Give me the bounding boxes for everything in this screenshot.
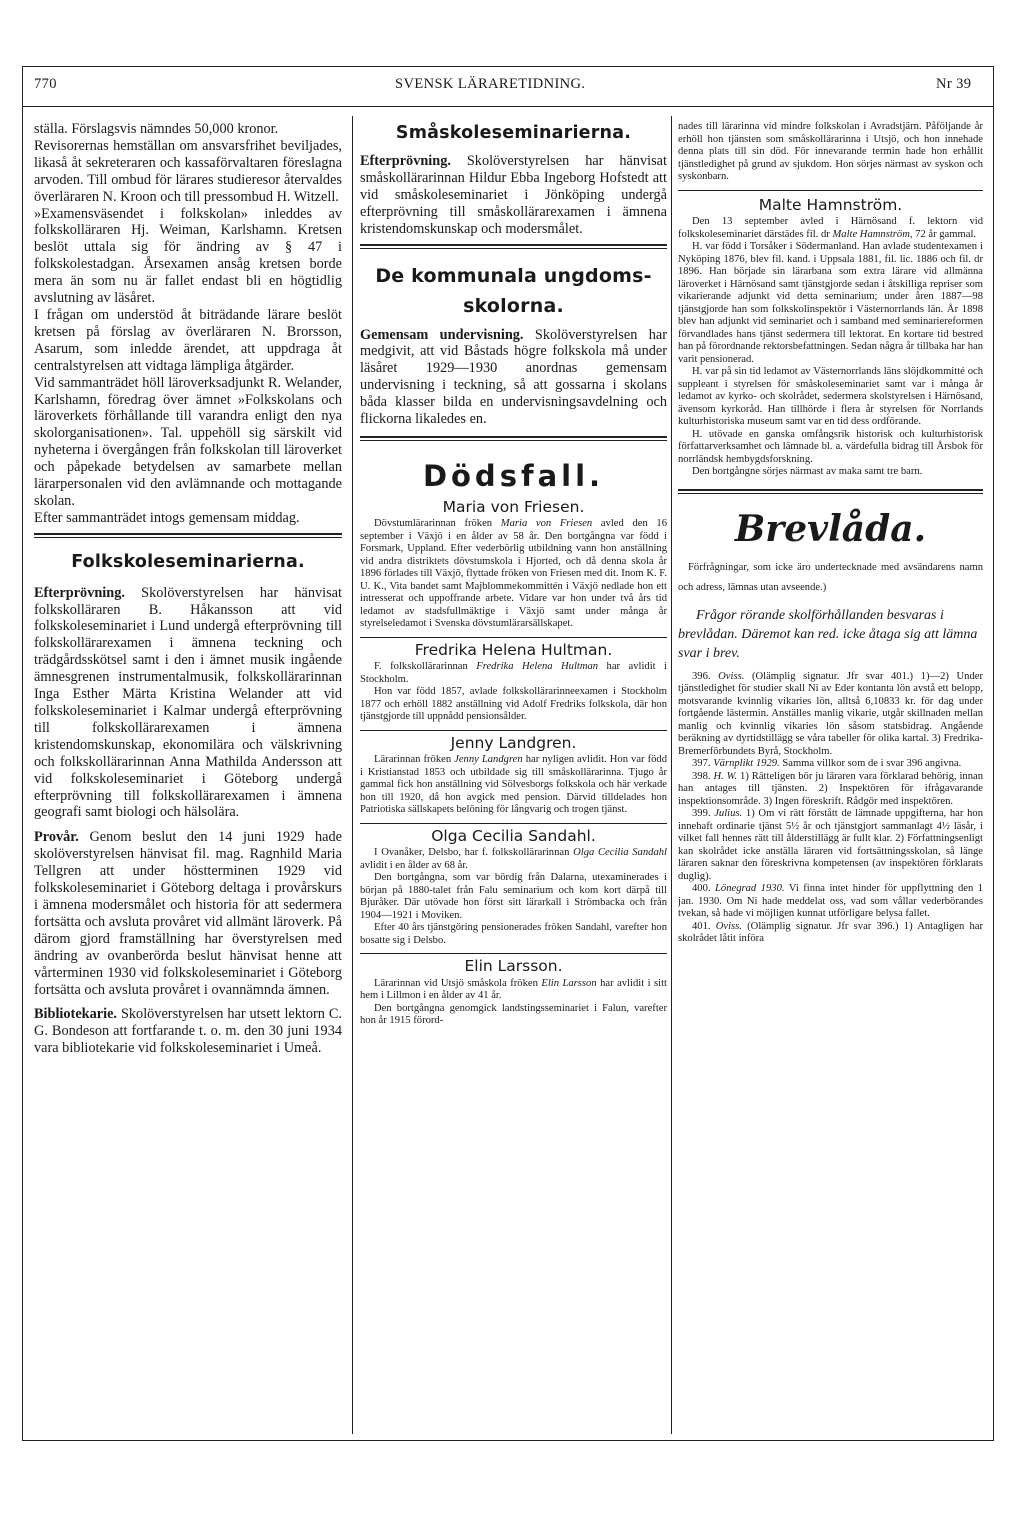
- section-title-dodsfall: Dödsfall.: [422, 458, 605, 493]
- a400-text: Vi finna intet hinder för uppflyttning den 1 jan. 1930. Om Ni hade meddelat oss, vad som vållar vederbörandes tvekan, så hade vi möjligen kunnat utförligare belysa fallet.: [678, 883, 983, 919]
- a397-num: 397.: [692, 758, 714, 769]
- col1-paragraph-2: Revisorernas hemställan om ansvarsfrihet beviljades, likaså åt sekreteraren och kassaförvaltaren föreslagna arvoden. Till ombud för lärares studieresor återvaldes överläraren N. Kroon och till pressombud H. Witzell.: [34, 137, 342, 205]
- provar-paragraph: [34, 829, 342, 998]
- a401-num: 401.: [692, 920, 716, 932]
- obituary-text-maria-von-friesen: [360, 518, 667, 631]
- obituary-name-elin-larsson: Elin Larsson.: [464, 957, 563, 976]
- obituary-name-fredrika-hultman: Fredrika Helena Hultman.: [414, 640, 613, 659]
- section-divider-3: [360, 436, 667, 441]
- obituary-text-fredrika-hultman-2: Hon var född 1857, avlade folkskollärarinneexamen i Stockholm 1877 och erhöll 1882 anställning vid Adolf Fredriks folkskola, där hon tjänstgjorde till uppnådd pensionsålder.: [360, 686, 667, 723]
- issue-number: Nr 39: [936, 76, 972, 92]
- col1-paragraph-6: Efter sammanträdet intogs gemensam middag.: [34, 509, 300, 526]
- o4-text-b: avlidit i en ålder av 68 år.: [360, 859, 468, 871]
- o1-text-a: Dövstumlärarinnan fröken: [374, 518, 501, 530]
- o2-text-a: F. folkskollärarinnan: [374, 661, 477, 673]
- top-border: [22, 66, 994, 67]
- section-title-ungdomsskolorna-2: skolorna.: [463, 294, 564, 317]
- o5-name-italic: Elin Larsson: [541, 977, 597, 989]
- a401-text: (Olämplig signatur. Jfr svar 396.) 1) Antagligen har skolrådet låtit införa: [678, 920, 983, 944]
- left-border: [22, 66, 23, 1440]
- o1-name-italic: Maria von Friesen: [500, 518, 593, 530]
- section-title-folkskoleseminarierna: Folkskoleseminarierna.: [71, 551, 305, 572]
- a396-num: 396.: [692, 670, 719, 682]
- brevlada-notice: Förfrågningar, som icke äro undertecknade med avsändarens namn och adress, lämnas utan avseende.): [678, 561, 983, 593]
- o4-text-a: I Ovanåker, Delsbo, har f. folkskollärarinnan: [374, 847, 574, 859]
- col1-paragraph-3: »Examensväsendet i folkskolan» inleddes av folkskolläraren Hj. Weiman, Karlshamn. Kretsen beslöt uttala sig för ändring av § 47 i folkskolestadgan. Årsexamen ansåg kretsen borde mera än som nu är fallet endast bli en högtidlig avslutning av läsåret.: [34, 205, 342, 307]
- obituary-name-olga-sandahl: Olga Cecilia Sandahl.: [431, 826, 596, 845]
- column-3: [678, 121, 983, 946]
- o4-name-italic: Olga Cecilia Sandahl: [573, 847, 667, 859]
- obituary-text-fredrika-hultman: [360, 661, 667, 686]
- header-rule: [22, 106, 994, 107]
- o2-name-italic: Fredrika Helena Hultman: [476, 661, 599, 673]
- a396-sig: Oviss.: [718, 670, 745, 682]
- answer-398: [678, 771, 983, 809]
- obituary-name-jenny-landgren: Jenny Landgren.: [450, 733, 577, 752]
- gemensam-text: Skolöverstyrelsen har medgivit, att vid Båstads högre folkskola må under läsåret 1929—1930 anordnas gemensam undervisning i teckning, så att gossarna i skolans båda klasser bilda en undervisningsavdelning och flickorna likaledes en.: [360, 326, 667, 428]
- section-divider: [34, 533, 342, 538]
- page-number: 770: [34, 76, 57, 92]
- efterprovning-lead: Efterprövning.: [34, 584, 125, 601]
- obit-divider-2: [360, 730, 667, 731]
- brevlada-query-note: Frågor rörande skolförhållanden besvaras i brevlådan. Däremot kan red. icke åtaga sig att lämna svar i brev.: [678, 607, 978, 661]
- a400-num: 400.: [692, 883, 716, 894]
- column-1: [34, 121, 342, 1057]
- o3-text-b: har nyligen avlidit. Hon var född i Kristianstad 1853 och utbildade sig till småskollärarinna. Tjugo år gammal fick hon anställning vid Sölvesborgs folkskola och här verkade hon till 1920, då hon avgick med pension. Därvid tilldelades hon Patriotiska sällskapets belöning för långvarig och trogen tjänst.: [360, 754, 667, 816]
- obit-divider-1: [360, 637, 667, 638]
- gemensam-lead: Gemensam undervisning.: [360, 326, 524, 343]
- a400-sig: Lönegrad 1930.: [715, 883, 785, 894]
- section-divider-2: [360, 244, 667, 249]
- obituary-text-malte-hamnstrom-4: H. utövade en ganska omfångsrik historisk och kulturhistorisk författarverksamhet och lämnade bl. a. värdefulla bidrag till Årsbok för norrländsk hembygdsforskning.: [678, 428, 983, 465]
- o3-name-italic: Jenny Landgren: [454, 754, 523, 766]
- obituary-text-elin-larsson: [360, 978, 667, 1003]
- a401-sig: Oviss.: [715, 920, 742, 932]
- obituary-name-maria-von-friesen: Maria von Friesen.: [442, 497, 585, 516]
- obituary-text-jenny-landgren: [360, 754, 667, 817]
- a396-text: (Olämplig signatur. Jfr svar 401.) 1)—2) Under tjänstledighet för studier skall Ni av Eder kontanta lön avstå ett belopp, motsvarande kvinnlig vikaries lön, alltså 6,10833 kr. för dag under fortgående lästermin. Anställes manlig vikarie, utgår skillnaden mellan manlig och kvinnlig vikaries lön såsom statsbidrag. Angående beräkning av dyrtidstillägg se våra tabeller för olika kartal. 3) Fredrika-Bremerförbundets Byrå, Stockholm.: [678, 670, 983, 757]
- col1-paragraph-1: ställa. Förslagsvis nämndes 50,000 kronor.: [34, 121, 279, 137]
- bibliotekarie-text: Skolöverstyrelsen har utsett lektorn C. G. Bondeson att fortfarande t. o. m. den 30 juni 1934 vara bibliotekarie vid folkskoleseminariet i Umeå.: [34, 1006, 342, 1057]
- o3-text-a: Lärarinnan fröken: [374, 754, 455, 766]
- a397-sig: Värnplikt 1929.: [713, 758, 780, 769]
- obituary-text-malte-hamnstrom-1: [678, 216, 983, 241]
- column-2: [360, 121, 667, 1028]
- smaskole-text: Skolöverstyrelsen har hänvisat småskollärarinnan Hildur Ebba Ingeborg Hofstedt att vid småskoleseminariet i Jönköping undergå efterprövning till småskollärarexamen i ämnena kristendomskunskap och modersmålet.: [360, 153, 667, 237]
- obituary-text-malte-hamnstrom-5: Den bortgångne sörjes närmast av maka samt tre barn.: [692, 466, 923, 477]
- col1-paragraph-5: Vid sammanträdet höll läroverksadjunkt R. Welander, Karlshamn, föredrag över ämnet »Folkskolans och läroverkets förhållande till varandra enligt den nya skolorganisationen». Tal. uppehöll sig särskilt vid nyheterna i övergången från folkskolan till läroverket och påpekade betydelsen av samarbete mellan lärarpersonalen vid den avlämnande och mottagande skolan.: [34, 374, 342, 509]
- a397-text: Samma villkor som de i svar 396 angivna.: [779, 758, 962, 769]
- section-divider-4: [678, 489, 983, 494]
- provar-lead: Provår.: [34, 829, 79, 846]
- o6-text-a: Den 13 september avled i Härnösand f. lektorn vid folkskoleseminariet därstädes fil. dr: [678, 216, 983, 240]
- o2-text-b: har avlidit i Stockholm.: [360, 661, 667, 685]
- col3-continuation-text: nades till lärarinna vid mindre folkskolan i Avradstjärn. Påföljande år erhöll hon tjänsten som småskollärarinna i Utsjö, och hon innehade denna plats till sin död. För innevarande termin hade hon erhållit tjänstledighet på grund av sjukdom. Hon sörjes närmast av syskon och syskonbarn.: [678, 121, 983, 182]
- a399-sig: Julius.: [714, 808, 743, 819]
- o1-text-b: avled den 16 september i Växjö i en ålder av 58 år. Den bortgångna var född i Forsmark, Uppland. Efter vederbörlig utbildning vann hon anställning vid andra distriktets dövstumskola i Hjorted, och då denna skola år 1896 förlades till Växjö, flyttade fröken von Friesen med dit. Inom K. F. U. K., Vita bandet samt Majblommekommittén i Växjö nedlade hon ett intresserat och uppoffrande arbete. Vidare var hon under två års tid ledamot av stadsfullmäktige i Växjö samt under många år styrelseledamot i Svenska dövstumlärarsällskapet.: [360, 518, 667, 630]
- section-title-brevlada: Brevlåda.: [734, 507, 927, 550]
- answer-401: [678, 921, 983, 946]
- obituary-text-olga-sandahl-2: Den bortgångna, som var bördig från Dalarna, utexaminerades i början på 1880-talet från Falu seminarium och kom kort därpå till Bjuråker. Där utövade hon först sitt lärarkall i Strömbacka och från 1904—1921 i Moviken.: [360, 872, 667, 921]
- column-rule-2: [671, 116, 672, 1434]
- answer-399: [678, 808, 983, 883]
- section-title-smaskoleseminarierna: Småskoleseminarierna.: [395, 123, 632, 143]
- obituary-text-olga-sandahl: [360, 847, 667, 872]
- obituary-text-malte-hamnstrom-3: H. var på sin tid ledamot av Västernorrlands läns slöjdkommitté och suppleant i styrelsen för småskoleseminariet samt var i många år ledamot av kyrko- och skolrådet, sedermera skolstyrelsen i Härnösand, ävensom kyrkoråd. Han tillhörde i flera år styrelsen för Norrlands kulturhistoriska museum samt var en tid dess ordförande.: [678, 366, 983, 427]
- provar-text: Genom beslut den 14 juni 1929 hade skolöverstyrelsen hänvisat fil. mag. Ragnhild Maria Tellgren att under höstterminen 1929 vid folkskoleseminariet i Göteborg deltaga i provårskurs i ämnena modersmålet och historia för att sedermera fortsätta och avsluta provåret vid allmänt läroverk. På därom gjord framställning har överstyrelsen med ändring av ovanberörda beslut hänvisat henne att vårterminen 1930 vid folkskoleseminariet i Göteborg fortsätta och avsluta provåret i ovannämnda ämnen.: [34, 829, 342, 998]
- obit-divider-3: [360, 823, 667, 824]
- obituary-text-malte-hamnstrom-2: H. var född i Torsåker i Södermanland. Han avlade studentexamen i Nyköping 1876, blev fil. kand. i Uppsala 1881, fil. lic. 1886 och fil. dr 1896. Han började sin lärarbana som extra lärare vid allmänna läroverket i Härnösand samt tjänstgjorde sedan i åtskilliga repriser som vikarierande adjunkt vid detta seminarium; under åren 1887—98 tjänstgjorde han som folkskolinspektör i Västernorrlands län. År 1898 blev han adjunkt vid seminariet och i samband med seminariereformen förvandlades hans tjänst sedermera till lektorat. En kortare tid bestred han på förordnande rektorsbefattningen. Sedan några år tillbaka har han varit pensionerad.: [678, 241, 983, 365]
- a399-text: 1) Om vi rätt förstått de lämnade uppgifterna, har hon innehaft ordinarie tjänst 5½ år och tjänstgjort sammanlagt 4½ läsår, i vilket fall hennes rätt till ålderstillägg är fullt klar. 2) Författningsenligt kan skolrådet icke anställa läraren vid fortsättningsskolan, så länge läraren saknar den föreskrivna kompetensen (av inspektören förklarats duglig).: [678, 808, 983, 882]
- column-rule-1: [352, 116, 353, 1434]
- obituary-text-olga-sandahl-3: Efter 40 års tjänstgöring pensionerades fröken Sandahl, varefter hon bosatte sig i Delsbo.: [360, 922, 667, 946]
- obit-divider-4: [360, 953, 667, 954]
- answer-396: [678, 671, 983, 759]
- bottom-rule: [22, 1440, 994, 1441]
- section-title-ungdomsskolorna-1: De kommunala ungdoms-: [375, 264, 652, 287]
- right-border: [993, 66, 994, 1440]
- a398-sig: H. W.: [713, 770, 738, 782]
- col1-paragraph-4: I frågan om understöd åt biträdande lärare beslöt kretsen på förslag av överläraren N. Brorsson, Asarum, som inledde ärendet, att uppdraga åt centralstyrelsen att vidtaga lämpliga åtgärder.: [34, 306, 342, 374]
- obituary-name-malte-hamnstrom: Malte Hamnström.: [758, 195, 903, 214]
- o5-text-b: har avlidit i sitt hem i Lillmon i en ålder av 41 år.: [360, 977, 667, 1002]
- answer-400: [678, 883, 983, 921]
- bibliotekarie-lead: Bibliotekarie.: [34, 1006, 117, 1023]
- o5-text-a: Lärarinnan vid Utsjö småskola fröken: [374, 977, 542, 989]
- obituary-text-elin-larsson-2: Den bortgångna genomgick landstingsseminariet i Falun, varefter hon år 1915 förord-: [360, 1002, 667, 1027]
- gemensam-paragraph: [360, 327, 667, 428]
- journal-title: SVENSK LÄRARETIDNING.: [395, 76, 586, 92]
- smaskole-paragraph: [360, 153, 667, 238]
- efterprovning-text: Skolöverstyrelsen har hänvisat folkskolläraren B. Håkansson att vid folkskoleseminariet i Lund undergå efterprövning till folkskollärarexamen i ämnena teckning och trädgårdsskötsel samt i den i ämnet musik ingående ämnesgrenen instrumentalmusik, folkskollärarinnan Inga Esther Märta Kristina Welander att vid folkskoleseminariet i Kalmar undergå efterprövning till folkskollärarexamen i ämnena kristendomskunskap, ekonomilära och välskrivning och folkskollärarinnan Anna Mathilda Andersson att vid folkskoleseminariet i Göteborg undergå efterprövning till folkskollärarexamen i ämnena geografi samt biologi och hälsolära.: [34, 584, 342, 821]
- smaskole-lead: Efterprövning.: [360, 153, 451, 169]
- a399-num: 399.: [692, 808, 715, 819]
- a398-text: 1) Rätteligen bör ju läraren vara förklarad behörig, innan han antages till tjänsten. 2) Inspektören för ifrågavarande inspektionsområde. 3) Ingen föreskrift. Rådgör med inspektören.: [678, 770, 983, 807]
- o6-name-italic: Malte Hamnström: [832, 228, 910, 240]
- bibliotekarie-paragraph: [34, 1006, 342, 1057]
- o6-text-b: , 72 år gammal.: [909, 228, 977, 240]
- a398-num: 398.: [692, 770, 714, 782]
- obit-divider-5: [678, 190, 983, 191]
- efterprovning-paragraph: [34, 585, 342, 822]
- answer-397: [678, 758, 983, 771]
